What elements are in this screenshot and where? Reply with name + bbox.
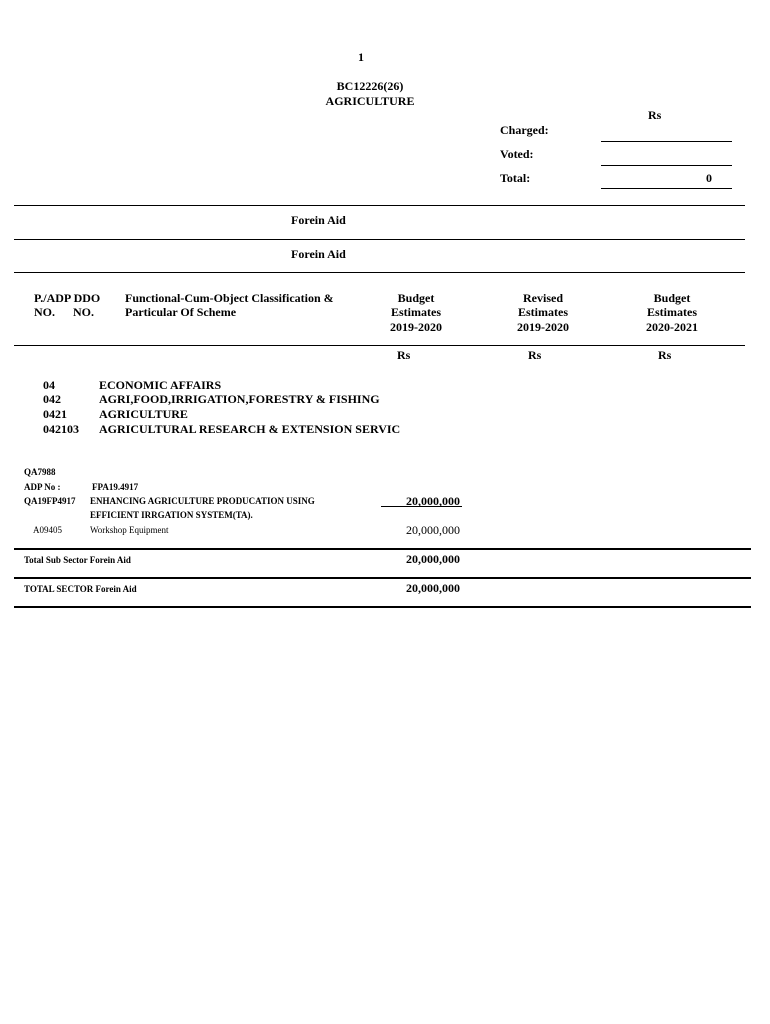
banner-forein-aid-2: Forein Aid — [291, 247, 346, 261]
object-name: Workshop Equipment — [90, 525, 169, 535]
classification-label: AGRICULTURAL RESEARCH & EXTENSION SERVIC — [99, 422, 401, 436]
adp-value: FPA19.4917 — [92, 482, 139, 492]
col-header-budget-3: Budget — [653, 291, 691, 305]
col-header-year-2: 2019-2020 — [517, 320, 569, 334]
col-header-estimates-1: Estimates — [391, 305, 441, 319]
voted-underline — [601, 165, 732, 166]
scheme-name: ENHANCING AGRICULTURE PRODUCATION USING — [90, 496, 315, 506]
banner-forein-aid: Forein Aid — [291, 213, 346, 227]
col-header-year-3: 2020-2021 — [646, 320, 698, 334]
col-header-estimates-3: Estimates — [647, 305, 697, 319]
classification-label: AGRI,FOOD,IRRIGATION,FORESTRY & FISHING — [99, 392, 380, 406]
unit-rs-1: Rs — [397, 348, 411, 362]
total-sub-sector-label: Total Sub Sector Forein Aid — [24, 555, 131, 565]
total-sector-label: TOTAL SECTOR Forein Aid — [24, 584, 137, 594]
scheme-name-continued: EFFICIENT IRRGATION SYSTEM(TA). — [90, 510, 253, 520]
object-code: A09405 — [33, 525, 62, 535]
col-header-classification: Functional-Cum-Object Classification & — [125, 291, 334, 305]
classification-code: 0421 — [43, 407, 67, 421]
col-header-padp: P./ADP DDO — [34, 291, 101, 305]
col-header-no: NO. NO. — [34, 305, 94, 319]
total-underline — [601, 188, 732, 189]
classification-code: 042103 — [43, 422, 79, 436]
classification-label: ECONOMIC AFFAIRS — [99, 378, 222, 392]
total-sub-sector-amount: 20,000,000 — [406, 552, 460, 566]
currency-label: Rs — [648, 108, 662, 122]
divider — [14, 272, 745, 273]
col-header-budget-1: Budget — [397, 291, 435, 305]
divider — [14, 345, 745, 346]
charged-label: Charged: — [500, 123, 549, 137]
scheme-code: QA19FP4917 — [24, 496, 76, 506]
divider — [14, 205, 745, 206]
total-divider — [14, 548, 751, 550]
object-amount: 20,000,000 — [406, 523, 460, 537]
classification-code: 042 — [43, 392, 61, 406]
document-code: BC12226(26) — [336, 79, 404, 93]
col-header-year-1: 2019-2020 — [390, 320, 442, 334]
total-sector-amount: 20,000,000 — [406, 581, 460, 595]
scheme-amount: 20,000,000 — [406, 494, 460, 508]
total-value: 0 — [706, 171, 712, 185]
total-divider — [14, 577, 751, 579]
col-header-revised: Revised — [523, 291, 563, 305]
scheme-ddo: QA7988 — [24, 467, 56, 477]
col-header-estimates-2: Estimates — [518, 305, 568, 319]
adp-label: ADP No : — [24, 482, 61, 492]
voted-label: Voted: — [500, 147, 534, 161]
classification-code: 04 — [43, 378, 55, 392]
page-number: 1 — [358, 50, 364, 64]
document-title: AGRICULTURE — [325, 94, 415, 108]
unit-rs-2: Rs — [528, 348, 542, 362]
col-header-particular: Particular Of Scheme — [125, 305, 237, 319]
total-divider — [14, 606, 751, 608]
charged-underline — [601, 141, 732, 142]
scheme-amount-underline — [381, 506, 462, 507]
unit-rs-3: Rs — [658, 348, 672, 362]
classification-label: AGRICULTURE — [99, 407, 188, 421]
divider — [14, 239, 745, 240]
total-label: Total: — [500, 171, 531, 185]
